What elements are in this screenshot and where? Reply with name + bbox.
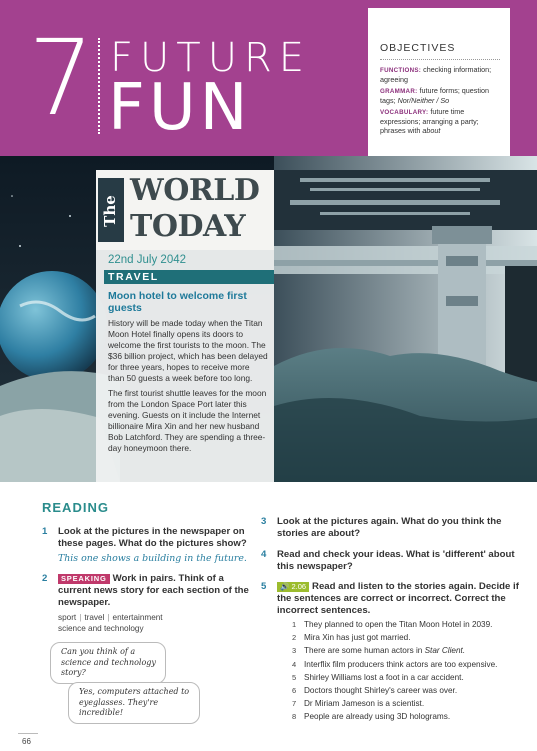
statement-item: 4 Interflix film producers think actors are too expensive.	[292, 659, 498, 669]
objective-functions: FUNCTIONS: checking information; agreeing	[380, 65, 492, 84]
question-1	[42, 526, 258, 550]
statement-item: 3 There are some human actors in Star Client.	[292, 646, 466, 656]
reading-heading: READING	[42, 500, 109, 515]
story-paragraph-1: History will be made today when the Titan Moon Hotel finally opens its doors to welcome the first tourists to the moon. The $36 billion project, which has been delayed for three years, hopes to receive more than 50 guests a week before too long.	[108, 318, 268, 384]
topic-separator: |	[107, 613, 110, 622]
newspaper-card	[96, 170, 274, 482]
objectives-title: OBJECTIVES	[380, 42, 500, 60]
statement-item: 1 They planned to open the Titan Moon Hotel in 2039.	[292, 620, 493, 629]
masthead-the-box	[98, 178, 124, 242]
speech-bubble-question: Can you think of a science and technology story?	[50, 642, 166, 684]
unit-header	[0, 0, 537, 156]
unit-title-line2: FUN	[108, 71, 252, 145]
statements-list	[292, 618, 532, 724]
story-paragraph-2: The first tourist shuttle leaves for the moon from the London Space Port later this evening. Guests on it include the Internet billionaire Mira Xin and her new husband Bob Latchford. They are spending a three-day honeymoon there.	[108, 387, 267, 454]
question-text: Work in pairs. Think of a current news story for each section of the newspaper.	[58, 573, 249, 608]
statement-item: 8 People are already using 3D holograms.	[292, 712, 451, 722]
newspaper-date: 22nd July 2042	[108, 254, 187, 266]
statement-item: 7 Dr Miriam Jameson is a scientist.	[292, 699, 425, 709]
topic-science: science and technology	[58, 624, 144, 633]
story-headline: Moon hotel to welcome first guests	[108, 290, 247, 314]
topic-sport: sport	[58, 613, 77, 622]
topic-separator: |	[79, 613, 82, 622]
question-number: 1	[42, 526, 48, 537]
unit-title-line1: FUTURE	[110, 35, 312, 81]
topics-list	[58, 612, 163, 634]
audio-track-button[interactable]: 🔊 2.06	[277, 582, 309, 592]
question-5	[261, 581, 521, 617]
statement-item: 2 Mira Xin has just got married.	[292, 633, 411, 643]
speech-bubble-answer: Yes, computers attached to eyeglasses. They're incredible!	[68, 682, 200, 724]
masthead-today: TODAY	[130, 209, 246, 244]
story-body	[108, 318, 268, 454]
objectives-box	[368, 8, 510, 156]
unit-number: 7	[28, 17, 95, 139]
objective-vocabulary: VOCABULARY: future time expressions; arranging a party; phrases with about	[380, 107, 479, 135]
masthead-the: The	[101, 195, 119, 227]
question-number: 5	[261, 581, 267, 592]
question-text: Look at the pictures in the newspaper on these pages. What do the pictures show?	[58, 526, 247, 549]
question-2	[42, 573, 258, 609]
speaking-tag: SPEAKING	[58, 574, 110, 584]
masthead-world: WORLD	[130, 173, 260, 208]
header-divider	[98, 38, 100, 134]
question-number: 2	[42, 573, 48, 584]
objective-grammar: GRAMMAR: future forms; question tags; Nor/Neither / So	[380, 86, 489, 105]
statement-item: 6 Doctors thought Shirley's career was over.	[292, 686, 458, 696]
newspaper-masthead	[96, 170, 274, 250]
statement-item: 5 Shirley Williams lost a foot in a car accident.	[292, 672, 464, 682]
question-number: 4	[261, 549, 267, 560]
question-number: 3	[261, 516, 267, 527]
topic-entertainment: entertainment	[112, 613, 163, 622]
page-number: 66	[22, 737, 31, 746]
audio-track-number: 2.06	[291, 582, 307, 591]
question-4	[261, 549, 517, 573]
topic-travel: travel	[84, 613, 105, 622]
question-text: Read and check your ideas. What is 'different' about this newspaper?	[277, 549, 515, 572]
question-3	[261, 516, 517, 540]
question-text: Look at the pictures again. What do you think the stories are about?	[277, 516, 502, 539]
question-text: Read and listen to the stories again. Decide if the sentences are correct or incorrect. Correct the incorrect sentences.	[277, 581, 519, 616]
page-number-rule	[18, 733, 38, 734]
section-label: TRAVEL	[104, 270, 274, 284]
example-answer: This one shows a building in the future.	[58, 553, 247, 564]
